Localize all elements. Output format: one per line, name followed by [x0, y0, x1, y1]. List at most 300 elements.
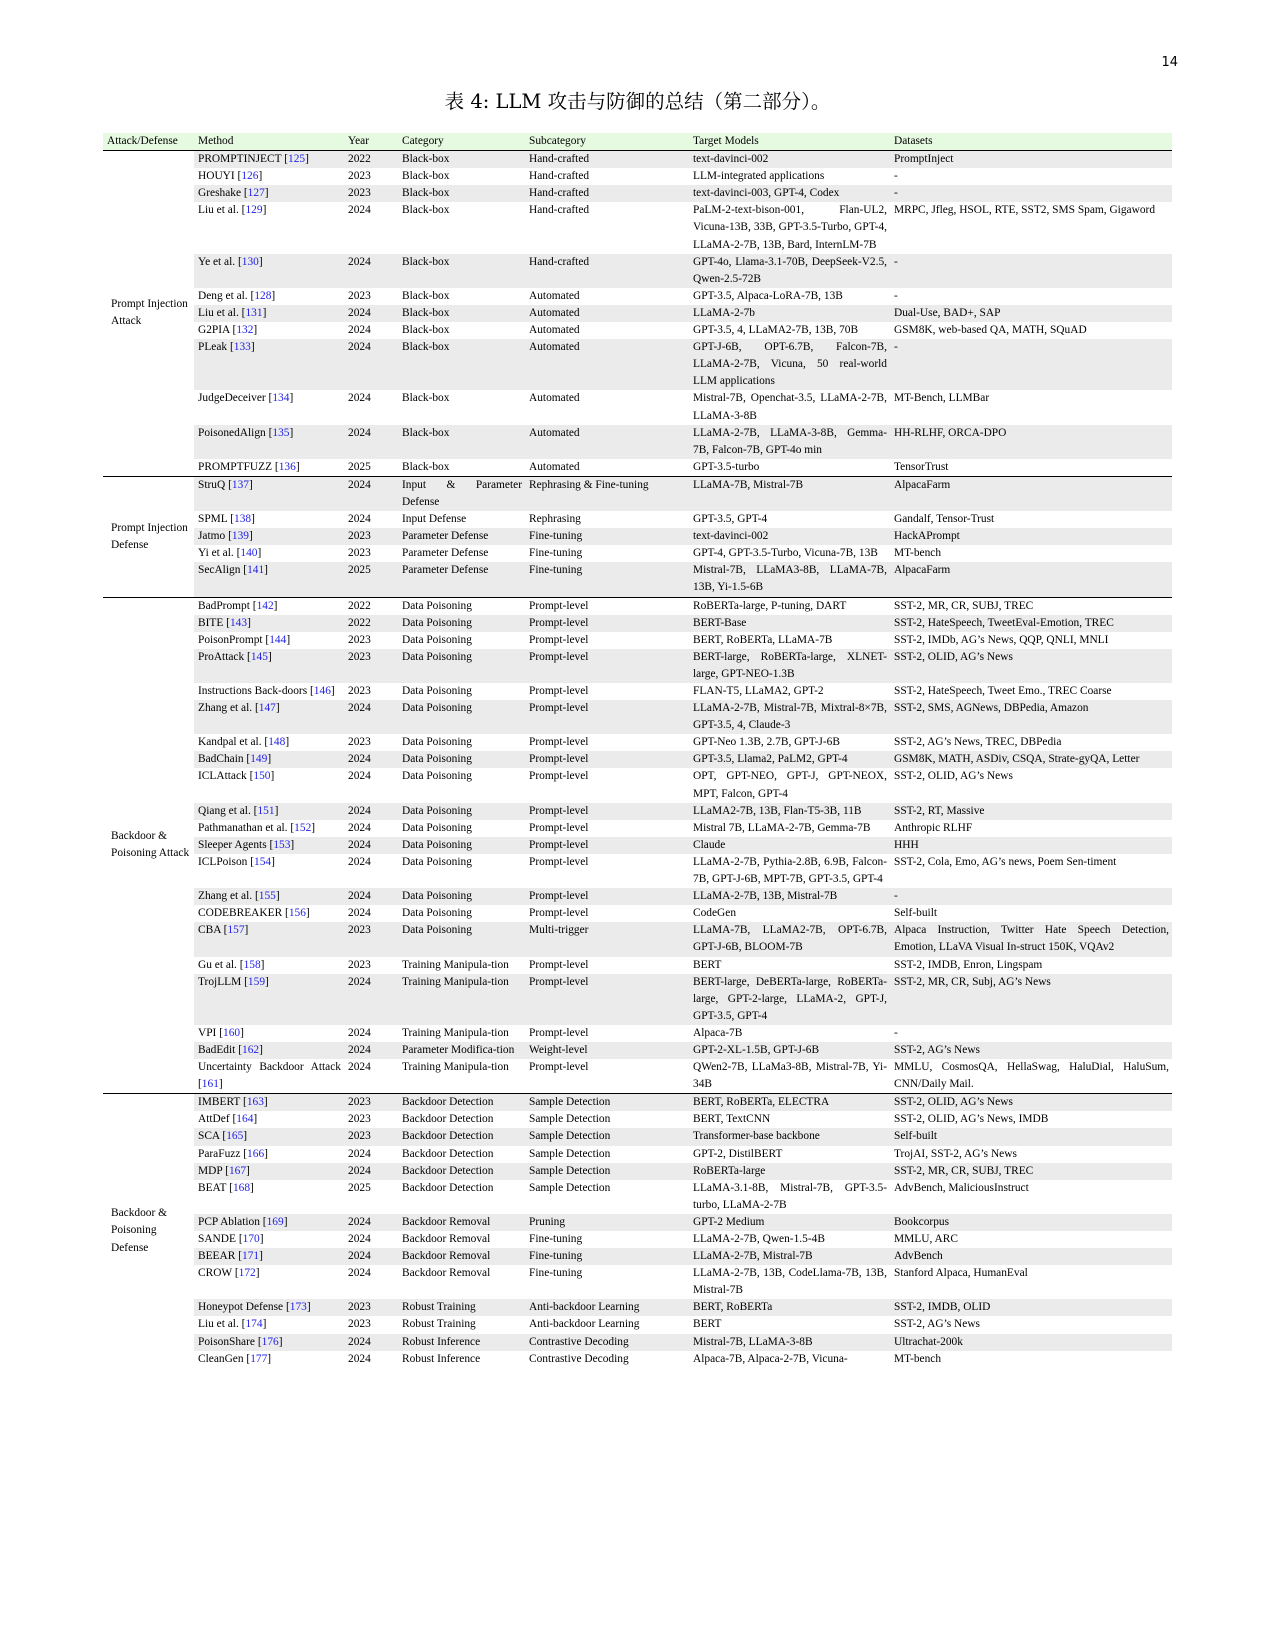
method-cell: Uncertainty Backdoor Attack [161]	[198, 1061, 341, 1091]
subcategory-cell: Prompt-level	[529, 958, 589, 971]
citation-link[interactable]: 148	[268, 736, 286, 749]
citation-link[interactable]: 154	[254, 855, 272, 868]
citation-link[interactable]: 138	[234, 513, 252, 526]
target-models-cell: Transformer-base backbone	[689, 1128, 890, 1145]
datasets-cell: GSM8K, web-based QA, MATH, SQuAD	[894, 324, 1087, 337]
subcategory-cell: Fine-tuning	[529, 1233, 583, 1245]
citation-link[interactable]: 134	[272, 392, 290, 405]
target-models-cell: GPT-J-6B, OPT-6.7B, Falcon-7B, LLaMA-2-7B, Vicuna, 50 real-world LLM applications	[689, 339, 890, 390]
citation-link[interactable]: 129	[245, 204, 263, 217]
subcategory-cell: Prompt-level	[525, 837, 689, 854]
method-cell: StruQ [137]	[194, 476, 344, 511]
citation-link[interactable]: 177	[250, 1352, 268, 1365]
target-models-cell: GPT-3.5, Llama2, PaLM2, GPT-4	[689, 751, 890, 768]
citation-link[interactable]: 149	[250, 753, 268, 766]
method-name: BadChain	[198, 753, 244, 766]
citation-link[interactable]: 169	[266, 1215, 284, 1228]
method-name: ICLPoison	[198, 855, 248, 868]
method-name: PLeak	[198, 341, 228, 354]
citation-link[interactable]: 161	[201, 1078, 219, 1091]
method-name: BadPrompt	[198, 599, 250, 612]
method-cell: PoisonShare [176]	[194, 1334, 344, 1351]
method-cell: Kandpal et al. [148]	[198, 736, 290, 749]
year-cell: 2024	[344, 1248, 398, 1265]
target-models-cell: Alpaca-7B, Alpaca-2-7B, Vicuna-	[693, 1352, 848, 1365]
year-cell: 2024	[348, 1233, 371, 1245]
citation-link[interactable]: 130	[241, 255, 259, 268]
year-cell: 2024	[348, 1147, 371, 1160]
category-cell: Data Poisoning	[398, 922, 525, 956]
column-header-attack-defense: Attack/Defense	[103, 133, 194, 151]
category-cell: Robust Training	[402, 1318, 476, 1331]
year-cell: 2024	[348, 204, 371, 217]
category-cell: Black-box	[402, 204, 450, 217]
target-models-cell: GPT-2 Medium	[689, 1214, 890, 1231]
category-cell: Black-box	[402, 170, 450, 183]
subcategory-cell: Prompt-level	[529, 736, 589, 749]
datasets-cell: HH-RLHF, ORCA-DPO	[890, 425, 1172, 459]
year-cell: 2023	[344, 185, 398, 202]
subcategory-cell: Prompt-level	[525, 751, 689, 768]
citation-link[interactable]: 147	[258, 702, 276, 715]
subcategory-cell: Prompt-level	[529, 855, 589, 868]
target-models-cell: Mistral-7B, LLaMA3-8B, LLaMA-7B, 13B, Yi-1.5-6B	[689, 562, 890, 597]
subcategory-cell: Pruning	[525, 1214, 689, 1231]
category-cell: Backdoor Removal	[402, 1267, 491, 1280]
table-row	[103, 305, 1172, 322]
method-name: Zhang et al.	[198, 702, 253, 715]
table-row	[103, 1059, 1172, 1094]
target-models-cell: Mistral-7B, LLaMA-3-8B	[689, 1334, 890, 1351]
method-name: PCP Ablation	[198, 1215, 260, 1228]
subcategory-cell: Sample Detection	[525, 1128, 689, 1145]
subcategory-cell: Prompt-level	[529, 1061, 589, 1074]
method-cell: SPML [138]	[198, 513, 255, 526]
citation-link[interactable]: 167	[228, 1164, 247, 1177]
category-cell: Input Defense	[402, 513, 467, 526]
table-row	[103, 1351, 1172, 1368]
category-cell: Backdoor Detection	[402, 1113, 494, 1126]
method-name: CleanGen	[198, 1352, 244, 1365]
citation-link[interactable]: 165	[226, 1130, 244, 1143]
target-models-cell: GPT-3.5-turbo	[693, 460, 760, 473]
category-cell: Parameter Defense	[398, 562, 525, 597]
method-cell: Greshake [127]	[194, 185, 344, 202]
category-cell: Data Poisoning	[398, 700, 525, 734]
target-models-cell: BERT-large, DeBERTa-large, RoBERTa-large, GPT-2-large, LLaMA-2, GPT-J, GPT-3.5, GPT-4	[689, 974, 890, 1025]
citation-link[interactable]: 168	[232, 1181, 251, 1194]
category-cell: Training Manipula-tion	[398, 974, 525, 1025]
column-header-method: Method	[194, 133, 344, 151]
category-cell: Data Poisoning	[402, 736, 472, 749]
year-cell: 2025	[348, 1181, 371, 1194]
table-row	[103, 683, 1172, 700]
method-name: JudgeDeceiver	[198, 392, 266, 405]
subcategory-cell: Hand-crafted	[525, 151, 689, 169]
subcategory-cell: Multi-trigger	[525, 922, 689, 956]
citation-link[interactable]: 164	[236, 1113, 254, 1126]
citation-link[interactable]: 158	[243, 958, 261, 971]
year-cell: 2023	[344, 1299, 398, 1316]
citation-link[interactable]: 176	[261, 1335, 279, 1348]
target-models-cell: BERT	[693, 958, 722, 971]
target-models-cell: LLaMA-2-7B, Mistral-7B	[689, 1248, 890, 1265]
method-name: BadEdit	[198, 1043, 236, 1056]
category-cell: Data Poisoning	[402, 855, 472, 868]
citation-link[interactable]: 126	[241, 170, 259, 183]
target-models-cell: PaLM-2-text-bison-001, Flan-UL2, Vicuna-13B, 33B, GPT-3.5-Turbo, GPT-4, LLaMA-2-7B, 13B, Bard, InternLM-7B	[693, 204, 887, 251]
method-name: Instructions Back-doors	[198, 685, 308, 697]
table-row	[103, 185, 1172, 202]
citation-link[interactable]: 156	[288, 907, 306, 920]
citation-link[interactable]: 135	[272, 426, 290, 439]
table-header-row	[103, 133, 1172, 151]
target-models-cell: LLaMA-2-7B, Qwen-1.5-4B	[693, 1233, 825, 1245]
citation-link[interactable]: 143	[229, 616, 248, 629]
citation-link[interactable]: 160	[223, 1026, 241, 1039]
method-cell: BEAT [168]	[198, 1181, 254, 1194]
method-name: ICLAttack	[198, 770, 247, 783]
citation-link[interactable]: 174	[245, 1318, 263, 1331]
subcategory-cell: Fine-tuning	[525, 528, 689, 545]
year-cell: 2023	[348, 1113, 371, 1126]
table-row	[103, 1231, 1172, 1248]
citation-link[interactable]: 132	[236, 324, 254, 337]
year-cell: 2022	[344, 151, 398, 169]
citation-link[interactable]: 162	[242, 1043, 260, 1056]
target-models-cell: BERT, RoBERTa	[689, 1299, 890, 1316]
citation-link[interactable]: 163	[246, 1096, 264, 1109]
year-cell: 2023	[348, 685, 371, 697]
target-models-cell: Mistral 7B, LLaMA-2-7B, Gemma-7B	[693, 821, 871, 834]
datasets-cell: SST-2, HateSpeech, Tweet Emo., TREC Coarse	[894, 685, 1112, 697]
year-cell: 2023	[348, 633, 371, 646]
subcategory-cell: Hand-crafted	[525, 185, 689, 202]
method-name: PoisonedAlign	[198, 426, 266, 439]
target-models-cell: GPT-4o, Llama-3.1-70B, DeepSeek-V2.5, Qwen-2.5-72B	[689, 254, 890, 288]
year-cell: 2022	[344, 615, 398, 632]
method-cell: CBA [157]	[194, 922, 344, 956]
target-models-cell: GPT-4, GPT-3.5-Turbo, Vicuna-7B, 13B	[693, 547, 878, 560]
datasets-cell: SST-2, Cola, Emo, AG’s news, Poem Sen-timent	[894, 855, 1117, 868]
method-cell: PROMPTINJECT [125]	[194, 151, 344, 169]
table-row	[103, 1248, 1172, 1265]
category-cell: Training Manipula-tion	[402, 1026, 509, 1039]
citation-link[interactable]: 173	[289, 1301, 307, 1314]
method-name: CROW	[198, 1267, 232, 1280]
datasets-cell: SST-2, HateSpeech, TweetEval-Emotion, TREC	[890, 615, 1172, 632]
citation-link[interactable]: 157	[227, 924, 245, 937]
method-name: Honeypot Defense	[198, 1301, 284, 1314]
table-row	[103, 905, 1172, 922]
table-row	[103, 854, 1172, 888]
citation-link[interactable]: 136	[278, 460, 296, 473]
category-cell: Black-box	[398, 305, 525, 322]
target-models-cell: GPT-3.5, GPT-4	[693, 513, 768, 526]
citation-link[interactable]: 125	[288, 153, 306, 166]
method-name: StruQ	[198, 478, 226, 491]
category-cell: Robust Inference	[398, 1334, 525, 1351]
method-cell: Instructions Back-doors [146]	[198, 685, 335, 697]
datasets-cell: TrojAI, SST-2, AG’s News	[894, 1147, 1017, 1160]
subcategory-cell: Prompt-level	[529, 633, 589, 646]
target-models-cell: LLaMA-2-7B, LLaMA-3-8B, Gemma-7B, Falcon-7B, GPT-4o min	[689, 425, 890, 459]
target-models-cell: LLaMA-3.1-8B, Mistral-7B, GPT-3.5-turbo, LLaMA-2-7B	[693, 1181, 887, 1211]
datasets-cell: SST-2, OLID, AG’s News, IMDB	[894, 1113, 1049, 1126]
column-header-subcategory: Subcategory	[525, 133, 689, 151]
citation-link[interactable]: 144	[269, 633, 287, 646]
year-cell: 2023	[348, 736, 371, 749]
table-row	[103, 1334, 1172, 1351]
target-models-cell: LLaMA-2-7B, Mistral-7B, Mixtral-8×7B, GPT-3.5, 4, Claude-3	[689, 700, 890, 734]
table-row	[103, 1299, 1172, 1316]
table-row	[103, 803, 1172, 820]
citation-link[interactable]: 142	[256, 599, 274, 612]
subcategory-cell: Sample Detection	[525, 1094, 689, 1112]
method-cell: Sleeper Agents [153]	[194, 837, 344, 854]
citation-link[interactable]: 159	[247, 975, 266, 988]
category-cell: Input & Parameter Defense	[398, 476, 525, 511]
datasets-cell: Anthropic RLHF	[894, 821, 973, 834]
datasets-cell: AlpacaFarm	[890, 476, 1172, 511]
method-name: BEAT	[198, 1181, 227, 1194]
subcategory-cell: Prompt-level	[529, 821, 589, 834]
target-models-cell: LLaMA-2-7B, 13B, Mistral-7B	[689, 888, 890, 905]
subcategory-cell: Automated	[525, 305, 689, 322]
target-models-cell: LLM-integrated applications	[693, 170, 825, 183]
method-name: PoisonPrompt	[198, 633, 263, 646]
datasets-cell: SST-2, MR, CR, Subj, AG’s News	[890, 974, 1172, 1025]
table-row	[103, 888, 1172, 905]
target-models-cell: Alpaca-7B	[693, 1026, 743, 1039]
method-name: Jatmo	[198, 530, 226, 543]
year-cell: 2024	[348, 855, 371, 868]
datasets-cell: -	[890, 339, 1172, 390]
year-cell: 2024	[348, 392, 371, 405]
datasets-cell: HackAPrompt	[890, 528, 1172, 545]
datasets-cell: Self-built	[890, 1128, 1172, 1145]
citation-link[interactable]: 131	[245, 306, 263, 319]
method-name: VPI	[198, 1026, 217, 1039]
year-cell: 2023	[344, 528, 398, 545]
year-cell: 2025	[348, 460, 371, 473]
method-cell: Pathmanathan et al. [152]	[198, 821, 316, 834]
citation-link[interactable]: 155	[258, 890, 276, 903]
citation-link[interactable]: 141	[247, 564, 265, 577]
target-models-cell: BERT-Base	[689, 615, 890, 632]
category-cell: Black-box	[398, 185, 525, 202]
method-name: TrojLLM	[198, 975, 242, 988]
datasets-cell: HHH	[890, 837, 1172, 854]
year-cell: 2024	[344, 1163, 398, 1180]
citation-link[interactable]: 172	[238, 1267, 256, 1280]
subcategory-cell: Fine-tuning	[525, 562, 689, 597]
target-models-cell: Mistral-7B, Openchat-3.5, LLaMA-2-7B, LLaMA-3-8B	[693, 392, 887, 422]
datasets-cell: -	[894, 170, 898, 183]
category-cell: Black-box	[402, 460, 450, 473]
method-name: PoisonShare	[198, 1335, 255, 1348]
table-row	[103, 322, 1172, 339]
method-cell: BEEAR [171]	[194, 1248, 344, 1265]
category-cell: Data Poisoning	[402, 770, 472, 783]
method-name: HOUYI	[198, 170, 235, 183]
target-models-cell: text-davinci-002	[689, 528, 890, 545]
subcategory-cell: Automated	[525, 339, 689, 390]
category-cell: Robust Training	[398, 1299, 525, 1316]
page-number: 14	[1161, 55, 1178, 70]
table-row	[103, 1128, 1172, 1145]
table-row	[103, 1163, 1172, 1180]
method-name: AttDef	[198, 1113, 230, 1126]
table-row	[103, 751, 1172, 768]
datasets-cell: -	[890, 185, 1172, 202]
citation-link[interactable]: 140	[240, 547, 258, 560]
method-name: BITE	[198, 616, 224, 629]
table-row	[103, 957, 1172, 974]
table-row	[103, 1316, 1172, 1333]
subcategory-cell: Automated	[529, 392, 580, 405]
subcategory-cell: Prompt-level	[525, 700, 689, 734]
year-cell: 2024	[344, 425, 398, 459]
year-cell: 2023	[348, 289, 371, 302]
datasets-cell: MRPC, Jfleg, HSOL, RTE, SST2, SMS Spam, Gigaword	[894, 204, 1156, 217]
subcategory-cell: Fine-tuning	[525, 1248, 689, 1265]
citation-link[interactable]: 170	[242, 1233, 260, 1245]
method-name: SecAlign	[198, 564, 241, 577]
method-name: CBA	[198, 924, 221, 937]
method-name: Uncertainty Backdoor Attack	[198, 1061, 341, 1074]
year-cell: 2024	[344, 974, 398, 1025]
method-cell: PROMPTFUZZ [136]	[198, 460, 300, 473]
category-cell: Backdoor Detection	[398, 1128, 525, 1145]
method-cell: PoisonedAlign [135]	[194, 425, 344, 459]
subcategory-cell: Hand-crafted	[529, 170, 590, 183]
target-models-cell: GPT-Neo 1.3B, 2.7B, GPT-J-6B	[693, 736, 840, 749]
datasets-cell: Gandalf, Tensor-Trust	[894, 513, 995, 526]
method-name: Gu et al.	[198, 958, 237, 971]
target-models-cell: RoBERTa-large	[689, 1163, 890, 1180]
target-models-cell: BERT, TextCNN	[693, 1113, 771, 1126]
datasets-cell: SST-2, OLID, AG’s News	[890, 649, 1172, 683]
citation-link[interactable]: 139	[231, 530, 249, 543]
datasets-cell: Bookcorpus	[890, 1214, 1172, 1231]
citation-link[interactable]: 150	[253, 770, 271, 783]
year-cell: 2024	[348, 770, 371, 783]
citation-link[interactable]: 151	[257, 804, 275, 817]
method-cell: Deng et al. [128]	[198, 289, 276, 302]
method-name: PROMPTINJECT	[198, 153, 282, 166]
table-row	[103, 820, 1172, 837]
category-cell: Black-box	[402, 324, 450, 337]
target-models-cell: CodeGen	[693, 907, 737, 920]
subcategory-cell: Fine-tuning	[529, 1267, 583, 1280]
category-cell: Parameter Defense	[402, 547, 489, 560]
method-cell: ICLAttack [150]	[198, 770, 275, 783]
target-models-cell: GPT-3.5, 4, LLaMA2-7B, 13B, 70B	[693, 324, 859, 337]
subcategory-cell: Automated	[529, 324, 580, 337]
category-cell: Robust Inference	[402, 1352, 481, 1365]
table-row	[103, 1265, 1172, 1299]
year-cell: 2022	[344, 597, 398, 615]
method-name: G2PIA	[198, 324, 230, 337]
year-cell: 2023	[344, 922, 398, 956]
category-cell: Data Poisoning	[398, 837, 525, 854]
subcategory-cell: Hand-crafted	[525, 254, 689, 288]
method-name: Pathmanathan et al.	[198, 821, 288, 834]
subcategory-cell: Anti-backdoor Learning	[525, 1299, 689, 1316]
year-cell: 2024	[348, 1026, 371, 1039]
method-name: PROMPTFUZZ	[198, 460, 273, 473]
column-header-category: Category	[398, 133, 525, 151]
datasets-cell: SST-2, MR, CR, SUBJ, TREC	[890, 1163, 1172, 1180]
table-row	[103, 202, 1172, 253]
table-row	[103, 974, 1172, 1025]
target-models-cell: OPT, GPT-NEO, GPT-J, GPT-NEOX, MPT, Falcon, GPT-4	[693, 770, 887, 800]
category-cell: Data Poisoning	[398, 597, 525, 615]
year-cell: 2024	[344, 339, 398, 390]
citation-link[interactable]: 145	[250, 650, 268, 663]
method-name: Yi et al.	[198, 547, 234, 560]
column-header-target-models: Target Models	[689, 133, 890, 151]
category-cell: Data Poisoning	[398, 888, 525, 905]
subcategory-cell: Automated	[529, 289, 580, 302]
datasets-cell: Alpaca Instruction, Twitter Hate Speech Detection, Emotion, LLaVA Visual In-struct 150K, VQAv2	[890, 922, 1172, 956]
year-cell: 2023	[344, 1094, 398, 1112]
citation-link[interactable]: 128	[254, 289, 272, 302]
citation-link[interactable]: 153	[273, 838, 291, 851]
target-models-cell: text-davinci-003, GPT-4, Codex	[689, 185, 890, 202]
subcategory-cell: Anti-backdoor Learning	[529, 1318, 640, 1331]
method-cell: ICLPoison [154]	[198, 855, 275, 868]
citation-link[interactable]: 166	[247, 1147, 265, 1160]
table-row	[103, 922, 1172, 956]
year-cell: 2024	[344, 700, 398, 734]
table-row	[103, 700, 1172, 734]
table-row	[103, 459, 1172, 477]
table-row	[103, 734, 1172, 751]
table-row	[103, 1180, 1172, 1214]
citation-link[interactable]: 133	[233, 341, 251, 354]
subcategory-cell: Prompt-level	[525, 974, 689, 1025]
citation-link[interactable]: 137	[231, 478, 249, 491]
target-models-cell: BERT	[693, 1318, 722, 1331]
year-cell: 2024	[348, 1061, 371, 1074]
method-cell: TrojLLM [159]	[194, 974, 344, 1025]
category-cell: Data Poisoning	[398, 615, 525, 632]
year-cell: 2024	[348, 1267, 371, 1280]
citation-link[interactable]: 127	[247, 187, 265, 200]
citation-link[interactable]: 152	[294, 821, 312, 834]
target-models-cell: LLaMA-7B, Mistral-7B	[689, 476, 890, 511]
year-cell: 2024	[344, 888, 398, 905]
table-row	[103, 545, 1172, 562]
method-name: Kandpal et al.	[198, 736, 262, 749]
category-cell: Training Manipula-tion	[402, 1061, 509, 1074]
datasets-cell: MT-Bench, LLMBar	[894, 392, 990, 405]
datasets-cell: MMLU, ARC	[894, 1233, 958, 1245]
method-cell: JudgeDeceiver [134]	[198, 392, 294, 405]
table-row	[103, 562, 1172, 597]
subcategory-cell: Hand-crafted	[529, 204, 590, 217]
category-cell: Data Poisoning	[402, 633, 472, 646]
method-name: MDP	[198, 1164, 223, 1177]
target-models-cell: BERT, RoBERTa, LLaMA-7B	[693, 633, 833, 646]
year-cell: 2024	[348, 513, 371, 526]
method-name: CODEBREAKER	[198, 907, 283, 920]
citation-link[interactable]: 171	[242, 1250, 260, 1263]
citation-link[interactable]: 146	[313, 685, 331, 697]
table-row	[103, 649, 1172, 683]
